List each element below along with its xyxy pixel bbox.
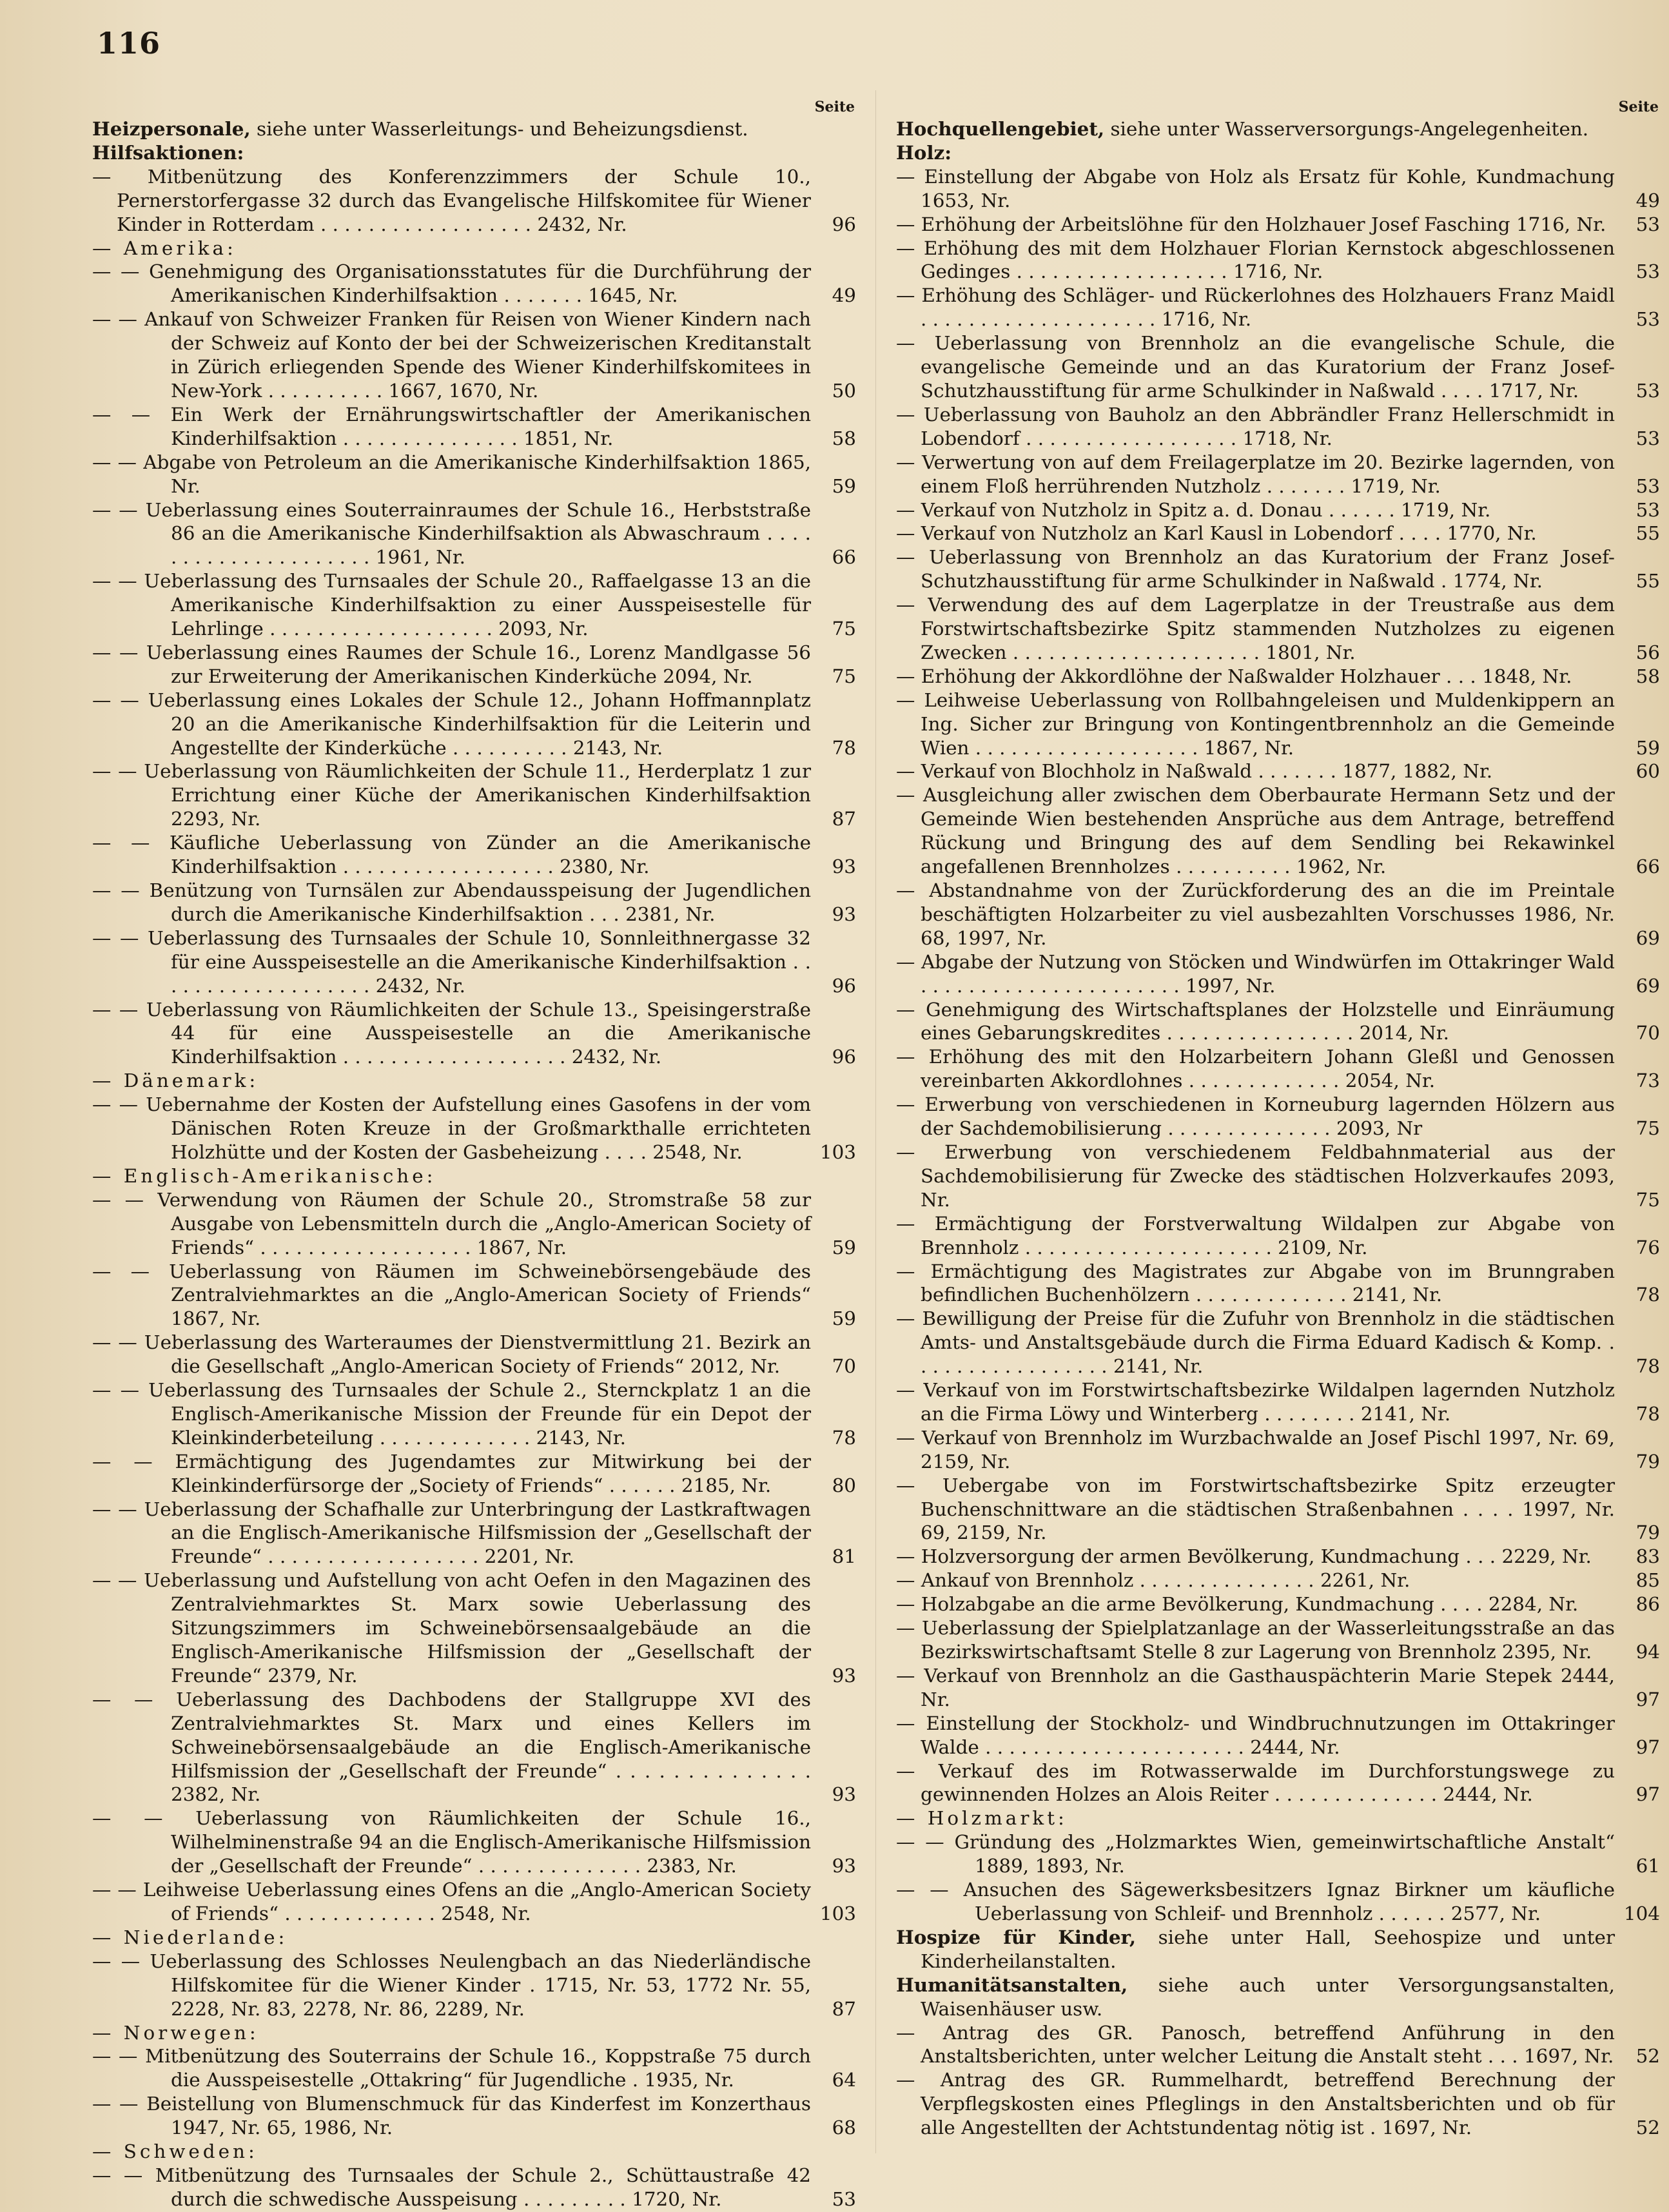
index-entry — [896, 783, 1660, 879]
index-entry — [896, 1592, 1660, 1616]
entry-text: — Erwerbung von verschiedenen in Korneuburg lagernden Hölzern aus der Sachdemobilisierung . . . . . . . . . . . . . . 2093, Nr — [896, 1093, 1615, 1140]
index-entry — [896, 1759, 1660, 1807]
entry-text: — Abgabe der Nutzung von Stöcken und Windwürfen im Ottakringer Wald . . . . . . . . . . . . . . . . . . . . . . 1997, Nr. — [896, 950, 1615, 997]
entry-page-number: 76 — [1635, 1236, 1660, 1258]
index-entry — [896, 1545, 1660, 1569]
index-entry — [92, 1926, 856, 1950]
entry-text: — Genehmigung des Wirtschaftsplanes der Holzstelle und Einräumung eines Gebarungskredites . . . . . . . . . . . . . . . . 2014, Nr. — [896, 998, 1615, 1044]
entry-heading: Humanitätsanstalten, — [896, 1973, 1128, 1996]
entry-page-number: 55 — [1635, 522, 1660, 545]
index-entry — [896, 1712, 1660, 1759]
entry-page-number: 75 — [832, 618, 856, 640]
entry-text: — Antrag des GR. Rummelhardt, betreffend Berechnung der Verpflegskosten eines Pfleglings in den Anstaltsberichten und ob für alle Angestellten der Achtstundentag nötig ist . 1697, Nr. — [896, 2069, 1615, 2139]
entry-text: — Verkauf des im Rotwasserwalde im Durchforstungswege zu gewinnenden Holzes an Alois Reiter . . . . . . . . . . . . . . 2444, Nr. — [896, 1759, 1615, 1806]
entry-heading: Hospize für Kinder, — [896, 1925, 1137, 1948]
index-entry — [92, 1498, 856, 1569]
index-entry — [92, 2164, 856, 2211]
entry-text: — Einstellung der Stockholz- und Windbruchnutzungen im Ottakringer Walde . . . . . . . . . . . . . . . . . . . . . . 2444, Nr. — [896, 1712, 1615, 1758]
entry-page-number: 87 — [832, 1997, 856, 2020]
entry-page-number: 93 — [832, 856, 856, 878]
index-entry — [92, 998, 856, 1070]
entry-text: — Ueberlassung von Brennholz an das Kuratorium der Franz Josef-Schutzhausstiftung für arme Schulkinder in Naßwald . 1774, Nr. — [896, 546, 1615, 592]
entry-page-number: 78 — [1635, 1284, 1660, 1306]
entry-text: — — Ueberlassung von Räumlichkeiten der Schule 16., Wilhelminenstraße 94 an die Englisch-Amerikanische Hilfsmission der „Gesellschaft der Freunde“ . . . . . . . . . . . . . . 2383, Nr. — [92, 1807, 811, 1877]
index-entry — [896, 1378, 1660, 1426]
entry-page-number: 59 — [832, 1236, 856, 1258]
entry-text: — Mitbenützung des Konferenzzimmers der Schule 10., Pernerstorfergasse 32 durch das Evangelische Hilfskomitee für Wiener Kinder in Rotterdam . . . . . . . . . . . . . . . . . . 2432, Nr. — [92, 165, 811, 235]
entry-text: — Verkauf von Nutzholz an Karl Kausl in Lobendorf . . . . 1770, Nr. — [896, 522, 1537, 545]
index-entry — [896, 759, 1660, 783]
index-entry — [92, 569, 856, 641]
entry-text: — Erhöhung des mit dem Holzhauer Florian Kernstock abgeschlossenen Gedinges . . . . . . . . . . . . . . . . . . 1716, Nr. — [896, 237, 1615, 283]
entry-page-number: 103 — [819, 1140, 856, 1163]
entry-text: — Verkauf von Nutzholz in Spitz a. d. Donau . . . . . . 1719, Nr. — [896, 498, 1491, 521]
entry-text: — Uebergabe von im Forstwirtschaftsbezirke Spitz erzeugter Buchenschnittware an die städtischen Straßenbahnen . . . . 1997, Nr. 69, 2159, Nr. — [896, 1474, 1615, 1544]
entry-page-number: 81 — [832, 1545, 856, 1568]
entry-text: — Holzmarkt: — [896, 1807, 1068, 1830]
entry-text: — — Benützung von Turnsälen zur Abendausspeisung der Jugendlichen durch die Amerikanische Kinderhilfsaktion . . . 2381, Nr. — [92, 879, 811, 925]
entry-heading: Heizpersonale, — [92, 117, 251, 140]
entry-text: — Antrag des GR. Panosch, betreffend Anführung in den Anstaltsberichten, unter welcher Leitung die Anstalt steht . . . 1697, Nr. — [896, 2021, 1615, 2068]
entry-text: — — Ein Werk der Ernährungswirtschaftler der Amerikanischen Kinderhilfsaktion . . . . . . . . . . . . . . . 1851, Nr. — [92, 403, 811, 449]
entry-text: — Verkauf von Blochholz in Naßwald . . . . . . . 1877, 1882, Nr. — [896, 760, 1493, 783]
entry-page-number: 52 — [1635, 2117, 1660, 2139]
index-entry — [896, 1830, 1660, 1878]
index-entry — [92, 2021, 856, 2045]
index-entry — [896, 331, 1660, 403]
entry-page-number: 58 — [1635, 665, 1660, 687]
entry-text: — Englisch-Amerikanische: — [92, 1164, 436, 1187]
entry-text: — — Gründung des „Holzmarktes Wien, gemeinwirtschaftliche Anstalt“ 1889, 1893, Nr. — [896, 1831, 1615, 1877]
entry-page-number: 53 — [1635, 379, 1660, 402]
index-entry — [896, 1426, 1660, 1474]
index-entry — [92, 403, 856, 451]
index-entry — [896, 1093, 1660, 1140]
entry-text: — — Ueberlassung von Räumlichkeiten der Schule 11., Herderplatz 1 zur Errichtung einer Küche der Amerikanischen Kinderhilfsaktion 2293, Nr. — [92, 760, 811, 830]
entry-page-number: 104 — [1623, 1902, 1660, 1924]
entry-text: — — Verwendung von Räumen der Schule 20., Stromstraße 58 zur Ausgabe von Lebensmitteln durch die „Anglo-American Society of Friends“ . . . . . . . . . . . . . . . . . . 1867, Nr. — [92, 1188, 811, 1258]
entry-text: — Leihweise Ueberlassung von Rollbahngeleisen und Muldenkippern an Ing. Sicher zur Bringung von Kontingentbrennholz an die Gemeinde Wien . . . . . . . . . . . . . . . . . . . 1867, Nr. — [896, 689, 1615, 759]
index-entry — [92, 498, 856, 570]
entry-text: siehe unter Hall, Seehospize und unter Kinderheilanstalten. — [921, 1926, 1615, 1972]
entry-page-number: 96 — [832, 974, 856, 997]
index-entry — [896, 117, 1660, 141]
entry-page-number: 55 — [1635, 570, 1660, 592]
entry-text: — Einstellung der Abgabe von Holz als Ersatz für Kohle, Kundmachung 1653, Nr. — [896, 165, 1615, 211]
entry-page-number: 66 — [832, 546, 856, 569]
index-entry — [92, 1188, 856, 1260]
entry-text: — — Ueberlassung des Turnsaales der Schule 2., Sternckplatz 1 an die Englisch-Amerikanische Mission der Freunde für ein Depot der Kleinkinderbeteilung . . . . . . . . . . . . . 2143, Nr. — [92, 1379, 811, 1449]
index-entry — [896, 213, 1660, 237]
index-entry — [896, 2068, 1660, 2140]
entry-page-number: 70 — [1635, 1022, 1660, 1044]
entry-text: siehe unter Wasserversorgungs-Angelegenheiten. — [1104, 118, 1589, 140]
index-entry — [92, 1164, 856, 1188]
seite-header-right: Seite — [1618, 99, 1659, 115]
entry-text: — Amerika: — [92, 237, 237, 259]
index-entry — [896, 1140, 1660, 1212]
entry-text: — — Ueberlassung von Räumen im Schweinebörsengebäude des Zentralviehmarktes an die „Anglo-American Society of Friends“ 1867, Nr. — [92, 1260, 811, 1330]
index-entry — [92, 237, 856, 260]
entry-page-number: 83 — [1635, 1545, 1660, 1568]
entry-page-number: 97 — [1635, 1688, 1660, 1710]
index-entry — [92, 117, 856, 141]
entry-text: — Dänemark: — [92, 1070, 259, 1092]
entry-text: — Ermächtigung der Forstverwaltung Wildalpen zur Abgabe von Brennholz . . . . . . . . . . . . . . . . . . . . . 2109, Nr. — [896, 1212, 1615, 1258]
index-entry — [896, 403, 1660, 451]
entry-page-number: 69 — [1635, 926, 1660, 949]
entry-page-number: 68 — [832, 2117, 856, 2139]
entry-heading: Hilfsaktionen: — [92, 141, 244, 164]
index-entry — [92, 831, 856, 879]
entry-page-number: 61 — [1635, 1855, 1660, 1877]
index-entry — [896, 1973, 1660, 2021]
index-entry — [92, 926, 856, 998]
entry-text: — — Ermächtigung des Jugendamtes zur Mitwirkung bei der Kleinkinderfürsorge der „Society of Friends“ . . . . . . 2185, Nr. — [92, 1450, 811, 1496]
index-entry — [92, 759, 856, 831]
entry-text: — Verwertung von auf dem Freilagerplatze im 20. Bezirke lagernden, von einem Floß herrührenden Nutzholz . . . . . . . 1719, Nr. — [896, 451, 1615, 497]
entry-text: — Ermächtigung des Magistrates zur Abgabe von im Brunngraben befindlichen Buchenhölzern . . . . . . . . . . . . . 2141, Nr. — [896, 1260, 1615, 1306]
entry-text: — — Käufliche Ueberlassung von Zünder an die Amerikanische Kinderhilfsaktion . . . . . . . . . . . . . . . . . . 2380, Nr. — [92, 832, 811, 878]
entry-text: — — Ueberlassung eines Raumes der Schule 16., Lorenz Mandlgasse 56 zur Erweiterung der Amerikanischen Kinderküche 2094, Nr. — [92, 641, 811, 687]
index-entry — [92, 1378, 856, 1450]
entry-page-number: 53 — [1635, 213, 1660, 235]
index-entry — [896, 1878, 1660, 1926]
index-entry — [896, 498, 1660, 522]
index-entry — [896, 1045, 1660, 1093]
entry-text: — — Ueberlassung des Schlosses Neulengbach an das Niederländische Hilfskomitee für die Wiener Kinder . 1715, Nr. 53, 1772 Nr. 55, 2228, Nr. 83, 2278, Nr. 86, 2289, Nr. — [92, 1950, 811, 2020]
index-entry — [896, 1307, 1660, 1378]
entry-text: — Erhöhung des mit den Holzarbeitern Johann Gleßl und Genossen vereinbarten Akkordlohnes . . . . . . . . . . . . . 2054, Nr. — [896, 1046, 1615, 1092]
index-entry — [896, 522, 1660, 545]
column-divider — [875, 90, 876, 2153]
index-entry — [92, 1806, 856, 1878]
index-entry — [92, 1093, 856, 1164]
index-entry — [896, 545, 1660, 593]
entry-text: — — Ueberlassung der Schafhalle zur Unterbringung der Lastkraftwagen an die Englisch-Amerikanische Hilfsmission der „Gesellschaft der Freunde“ . . . . . . . . . . . . . . . . . . 2201, Nr. — [92, 1498, 811, 1568]
entry-page-number: 96 — [832, 213, 856, 235]
index-entry — [896, 141, 1660, 165]
entry-page-number: 59 — [1635, 736, 1660, 759]
entry-text: — Verkauf von Brennholz an die Gasthauspächterin Marie Stepek 2444, Nr. — [896, 1664, 1615, 1710]
entry-page-number: 85 — [1635, 1569, 1660, 1592]
entry-page-number: 75 — [1635, 1117, 1660, 1140]
entry-page-number: 96 — [832, 1046, 856, 1068]
index-entry — [92, 451, 856, 498]
index-entry — [896, 593, 1660, 665]
entry-page-number: 69 — [1635, 974, 1660, 997]
index-entry — [92, 2044, 856, 2092]
entry-text: — Erhöhung des Schläger- und Rückerlohnes des Holzhauers Franz Maidl . . . . . . . . . . . . . . . . . . . . 1716, Nr. — [896, 284, 1615, 331]
left-column — [92, 97, 856, 2211]
page-number: 116 — [97, 26, 161, 61]
entry-page-number: 78 — [1635, 1355, 1660, 1378]
entry-page-number: 56 — [1635, 641, 1660, 663]
entry-page-number: 64 — [832, 2069, 856, 2091]
entry-page-number: 66 — [1635, 856, 1660, 878]
index-entry — [92, 1331, 856, 1378]
entry-page-number: 75 — [1635, 1188, 1660, 1211]
entry-page-number: 78 — [1635, 1402, 1660, 1425]
index-entry — [896, 1474, 1660, 1545]
index-entry — [92, 1688, 856, 1807]
entry-text: — Abstandnahme von der Zurückforderung des an die im Preintale beschäftigten Holzarbeiter zu viel ausbezahlten Vorschusses 1986, Nr. 68, 1997, Nr. — [896, 879, 1615, 949]
index-entry — [896, 1806, 1660, 1830]
entry-page-number: 70 — [832, 1355, 856, 1378]
index-entry — [92, 2140, 856, 2164]
entry-page-number: 53 — [1635, 260, 1660, 283]
entry-page-number: 52 — [1635, 2045, 1660, 2068]
entry-text: — — Mitbenützung des Souterrains der Schule 16., Koppstraße 75 durch die Ausspeisestelle „Ottakring“ für Jugendliche . 1935, Nr. — [92, 2045, 811, 2091]
index-entry — [896, 284, 1660, 331]
index-entry — [92, 1069, 856, 1093]
entry-text: — Holzabgabe an die arme Bevölkerung, Kundmachung . . . . 2284, Nr. — [896, 1593, 1579, 1616]
index-entry — [92, 1878, 856, 1926]
entry-text: — — Ueberlassung eines Lokales der Schule 12., Johann Hoffmannplatz 20 an die Amerikanische Kinderhilfsaktion für die Leiterin und Angestellte der Kinderküche . . . . . . . . . . 2143, Nr. — [92, 689, 811, 759]
entry-text: — Erwerbung von verschiedenem Feldbahnmaterial aus der Sachdemobilisierung für Zwecke des städtischen Holzverkaufes 2093, Nr. — [896, 1140, 1615, 1211]
index-entry — [92, 1950, 856, 2021]
index-entry — [92, 879, 856, 926]
entry-page-number: 80 — [832, 1474, 856, 1496]
index-entry — [896, 665, 1660, 689]
index-entry — [92, 1569, 856, 1688]
entry-heading: Hochquellengebiet, — [896, 117, 1105, 140]
entry-text: — — Ankauf von Schweizer Franken für Reisen von Wiener Kindern nach der Schweiz auf Konto der bei der Schweizerischen Kreditanstalt in Zürich erliegenden Spende des Wiener Kinderhilfskomitees in New-York . . . . . . . . . . 1667, 1670, Nr. — [92, 308, 811, 402]
entry-text: — Erhöhung der Arbeitslöhne für den Holzhauer Josef Fasching 1716, Nr. — [896, 213, 1606, 235]
entry-text: — — Beistellung von Blumenschmuck für das Kinderfest im Konzerthaus 1947, Nr. 65, 1986, Nr. — [92, 2093, 811, 2139]
entry-text: — — Genehmigung des Organisationsstatutes für die Durchführung der Amerikanischen Kinderhilfsaktion . . . . . . . 1645, Nr. — [92, 260, 811, 307]
index-entry — [896, 950, 1660, 998]
entry-page-number: 97 — [1635, 1783, 1660, 1806]
seite-header-left: Seite — [814, 99, 855, 115]
index-entry — [92, 141, 856, 165]
entry-text: — Erhöhung der Akkordlöhne der Naßwalder Holzhauer . . . 1848, Nr. — [896, 665, 1572, 687]
entry-text: siehe unter Wasserleitungs- und Beheizungsdienst. — [250, 118, 748, 140]
index-entry — [896, 1616, 1660, 1664]
entry-text: — Verkauf von im Forstwirtschaftsbezirke Wildalpen lagernden Nutzholz an die Firma Löwy und Winterberg . . . . . . . . 2141, Nr. — [896, 1379, 1615, 1425]
index-entry — [896, 451, 1660, 498]
index-entry — [896, 1212, 1660, 1260]
entry-page-number: 58 — [832, 427, 856, 449]
entry-text: — Ueberlassung von Bauholz an den Abbrändler Franz Hellerschmidt in Lobendorf . . . . . . . . . . . . . . . . . . 1718, Nr. — [896, 403, 1615, 449]
entry-page-number: 75 — [832, 665, 856, 687]
entry-page-number: 59 — [832, 1307, 856, 1330]
index-entry — [92, 689, 856, 760]
entry-text: — Bewilligung der Preise für die Zufuhr von Brennholz in die städtischen Amts- und Anstaltsgebäude durch die Firma Eduard Kadisch & Komp. . . . . . . . . . . . . . . . . . 2141, Nr. — [896, 1307, 1615, 1378]
index-entry — [896, 165, 1660, 213]
entry-text: — — Ueberlassung von Räumlichkeiten der Schule 13., Speisingerstraße 44 für eine Ausspeisestelle an die Amerikanische Kinderhilfsaktion . . . . . . . . . . . . . . . . . . . 2432, Nr. — [92, 998, 811, 1068]
entry-text: siehe auch unter Versorgungsanstalten, Waisenhäuser usw. — [921, 1973, 1615, 2020]
entry-page-number: 97 — [1635, 1736, 1660, 1758]
index-entry — [896, 1664, 1660, 1712]
entry-page-number: 73 — [1635, 1070, 1660, 1092]
index-entry — [896, 1926, 1660, 1973]
index-entry — [896, 689, 1660, 760]
entry-text: — Norwegen: — [92, 2021, 259, 2044]
entry-text: — Verwendung des auf dem Lagerplatze in der Treustraße aus dem Forstwirtschaftsbezirke Spitz stammenden Nutzholzes zu eigenen Zwecken . . . . . . . . . . . . . . . . . . . . . 1801, Nr. — [896, 594, 1615, 663]
entry-text: — Ueberlassung der Spielplatzanlage an der Wasserleitungsstraße an das Bezirkswirtschaftsamt Stelle 8 zur Lagerung von Brennholz 2395, Nr. — [896, 1617, 1615, 1663]
index-entry — [896, 2021, 1660, 2069]
entry-page-number: 78 — [832, 736, 856, 759]
entry-page-number: 59 — [832, 475, 856, 497]
entry-text: — — Ueberlassung des Turnsaales der Schule 20., Raffaelgasse 13 an die Amerikanische Kinderhilfsaktion zu einer Ausspeisestelle für Lehrlinge . . . . . . . . . . . . . . . . . . . 2093, Nr. — [92, 570, 811, 640]
entry-page-number: 49 — [1635, 189, 1660, 211]
entry-page-number: 79 — [1635, 1450, 1660, 1473]
index-entry — [92, 1450, 856, 1498]
entry-text: — — Ansuchen des Sägewerksbesitzers Ignaz Birkner um käufliche Ueberlassung von Schleif- und Brennholz . . . . . . 2577, Nr. — [896, 1879, 1615, 1924]
entry-text: — — Ueberlassung eines Souterrainraumes der Schule 16., Herbststraße 86 an die Amerikanische Kinderhilfsaktion als Abwaschraum . . . . . . . . . . . . . . . . . . . . . 1961, Nr. — [92, 498, 811, 569]
entry-text: — Schweden: — [92, 2140, 258, 2163]
entry-page-number: 49 — [832, 284, 856, 307]
entry-page-number: 86 — [1635, 1593, 1660, 1616]
entry-text: — — Ueberlassung und Aufstellung von acht Oefen in den Magazinen des Zentralviehmarktes St. Marx sowie Ueberlassung des Sitzungszimmers im Schweinebörsensaalgebäude an die Englisch-Amerikanische Hilfsmission der „Gesellschaft der Freunde“ 2379, Nr. — [92, 1569, 811, 1687]
entry-page-number: 103 — [819, 1902, 856, 1924]
entry-text: — — Mitbenützung des Turnsaales der Schule 2., Schüttaustraße 42 durch die schwedische Ausspeisung . . . . . . . . . 1720, Nr. — [92, 2164, 811, 2210]
entry-page-number: 87 — [832, 808, 856, 830]
entry-page-number: 53 — [1635, 475, 1660, 497]
right-column — [896, 97, 1660, 2140]
entry-page-number: 53 — [832, 2188, 856, 2210]
entry-text: — — Abgabe von Petroleum an die Amerikanische Kinderhilfsaktion 1865, Nr. — [92, 451, 811, 497]
entry-text: — Ankauf von Brennholz . . . . . . . . . . . . . . . 2261, Nr. — [896, 1569, 1410, 1592]
index-entry — [92, 1260, 856, 1331]
entry-text: — Verkauf von Brennholz im Wurzbachwalde an Josef Pischl 1997, Nr. 69, 2159, Nr. — [896, 1426, 1615, 1473]
entry-text: — Ueberlassung von Brennholz an die evangelische Schule, die evangelische Gemeinde und an das Kuratorium der Franz Josef-Schutzhausstiftung für arme Schulkinder in Naßwald . . . . 1717, Nr. — [896, 332, 1615, 402]
index-entry — [92, 165, 856, 237]
entry-text: — Niederlande: — [92, 1926, 288, 1948]
entry-text: — — Ueberlassung des Dachbodens der Stallgruppe XVI des Zentralviehmarktes St. Marx und eines Kellers im Schweinebörsensaalgebäude an die Englisch-Amerikanische Hilfsmission der „Gesellschaft der Freunde“ . . . . . . . . . . . . . . 2382, Nr. — [92, 1688, 811, 1806]
entry-text: — — Ueberlassung des Turnsaales der Schule 10, Sonnleithnergasse 32 für eine Ausspeisestelle an die Amerikanische Kinderhilfsaktion . . . . . . . . . . . . . . . . . . . 2432, Nr. — [92, 926, 811, 997]
entry-page-number: 60 — [1635, 760, 1660, 783]
entry-page-number: 78 — [832, 1426, 856, 1449]
index-entry — [896, 1569, 1660, 1592]
entry-page-number: 53 — [1635, 498, 1660, 521]
index-entry — [896, 998, 1660, 1046]
index-entry — [92, 308, 856, 403]
entry-page-number: 93 — [832, 1855, 856, 1877]
entry-text: — Holzversorgung der armen Bevölkerung, Kundmachung . . . 2229, Nr. — [896, 1545, 1592, 1568]
entry-heading: Holz: — [896, 141, 952, 164]
index-entry — [92, 641, 856, 689]
entry-page-number: 79 — [1635, 1522, 1660, 1544]
entry-page-number: 93 — [832, 1783, 856, 1806]
index-entry — [92, 2092, 856, 2140]
entry-page-number: 53 — [1635, 427, 1660, 449]
entry-page-number: 94 — [1635, 1641, 1660, 1663]
entry-text: — Ausgleichung aller zwischen dem Oberbaurate Hermann Setz und der Gemeinde Wien bestehenden Ansprüche aus dem Antrage, betreffend Rückung und Bringung des auf dem Sendling bei Rekawinkel angefallenen Brennholzes . . . . . . . . . . 1962, Nr. — [896, 784, 1615, 878]
entry-page-number: 50 — [832, 379, 856, 402]
index-entry — [896, 1260, 1660, 1307]
entry-page-number: 53 — [1635, 308, 1660, 331]
entry-text: — — Ueberlassung des Warteraumes der Dienstvermittlung 21. Bezirk an die Gesellschaft „Anglo-American Society of Friends“ 2012, Nr. — [92, 1331, 811, 1378]
index-entry — [92, 260, 856, 308]
index-entry — [896, 879, 1660, 950]
entry-text: — — Leihweise Ueberlassung eines Ofens an die „Anglo-American Society of Friends“ . . . . . . . . . . . . . 2548, Nr. — [92, 1879, 811, 1924]
entry-text: — — Uebernahme der Kosten der Aufstellung eines Gasofens in der vom Dänischen Roten Kreuze in der Großmarkthalle errichteten Holzhütte und der Kosten der Gasbeheizung . . . . 2548, Nr. — [92, 1093, 811, 1163]
entry-page-number: 93 — [832, 903, 856, 925]
index-entry — [896, 237, 1660, 284]
entry-page-number: 93 — [832, 1664, 856, 1687]
